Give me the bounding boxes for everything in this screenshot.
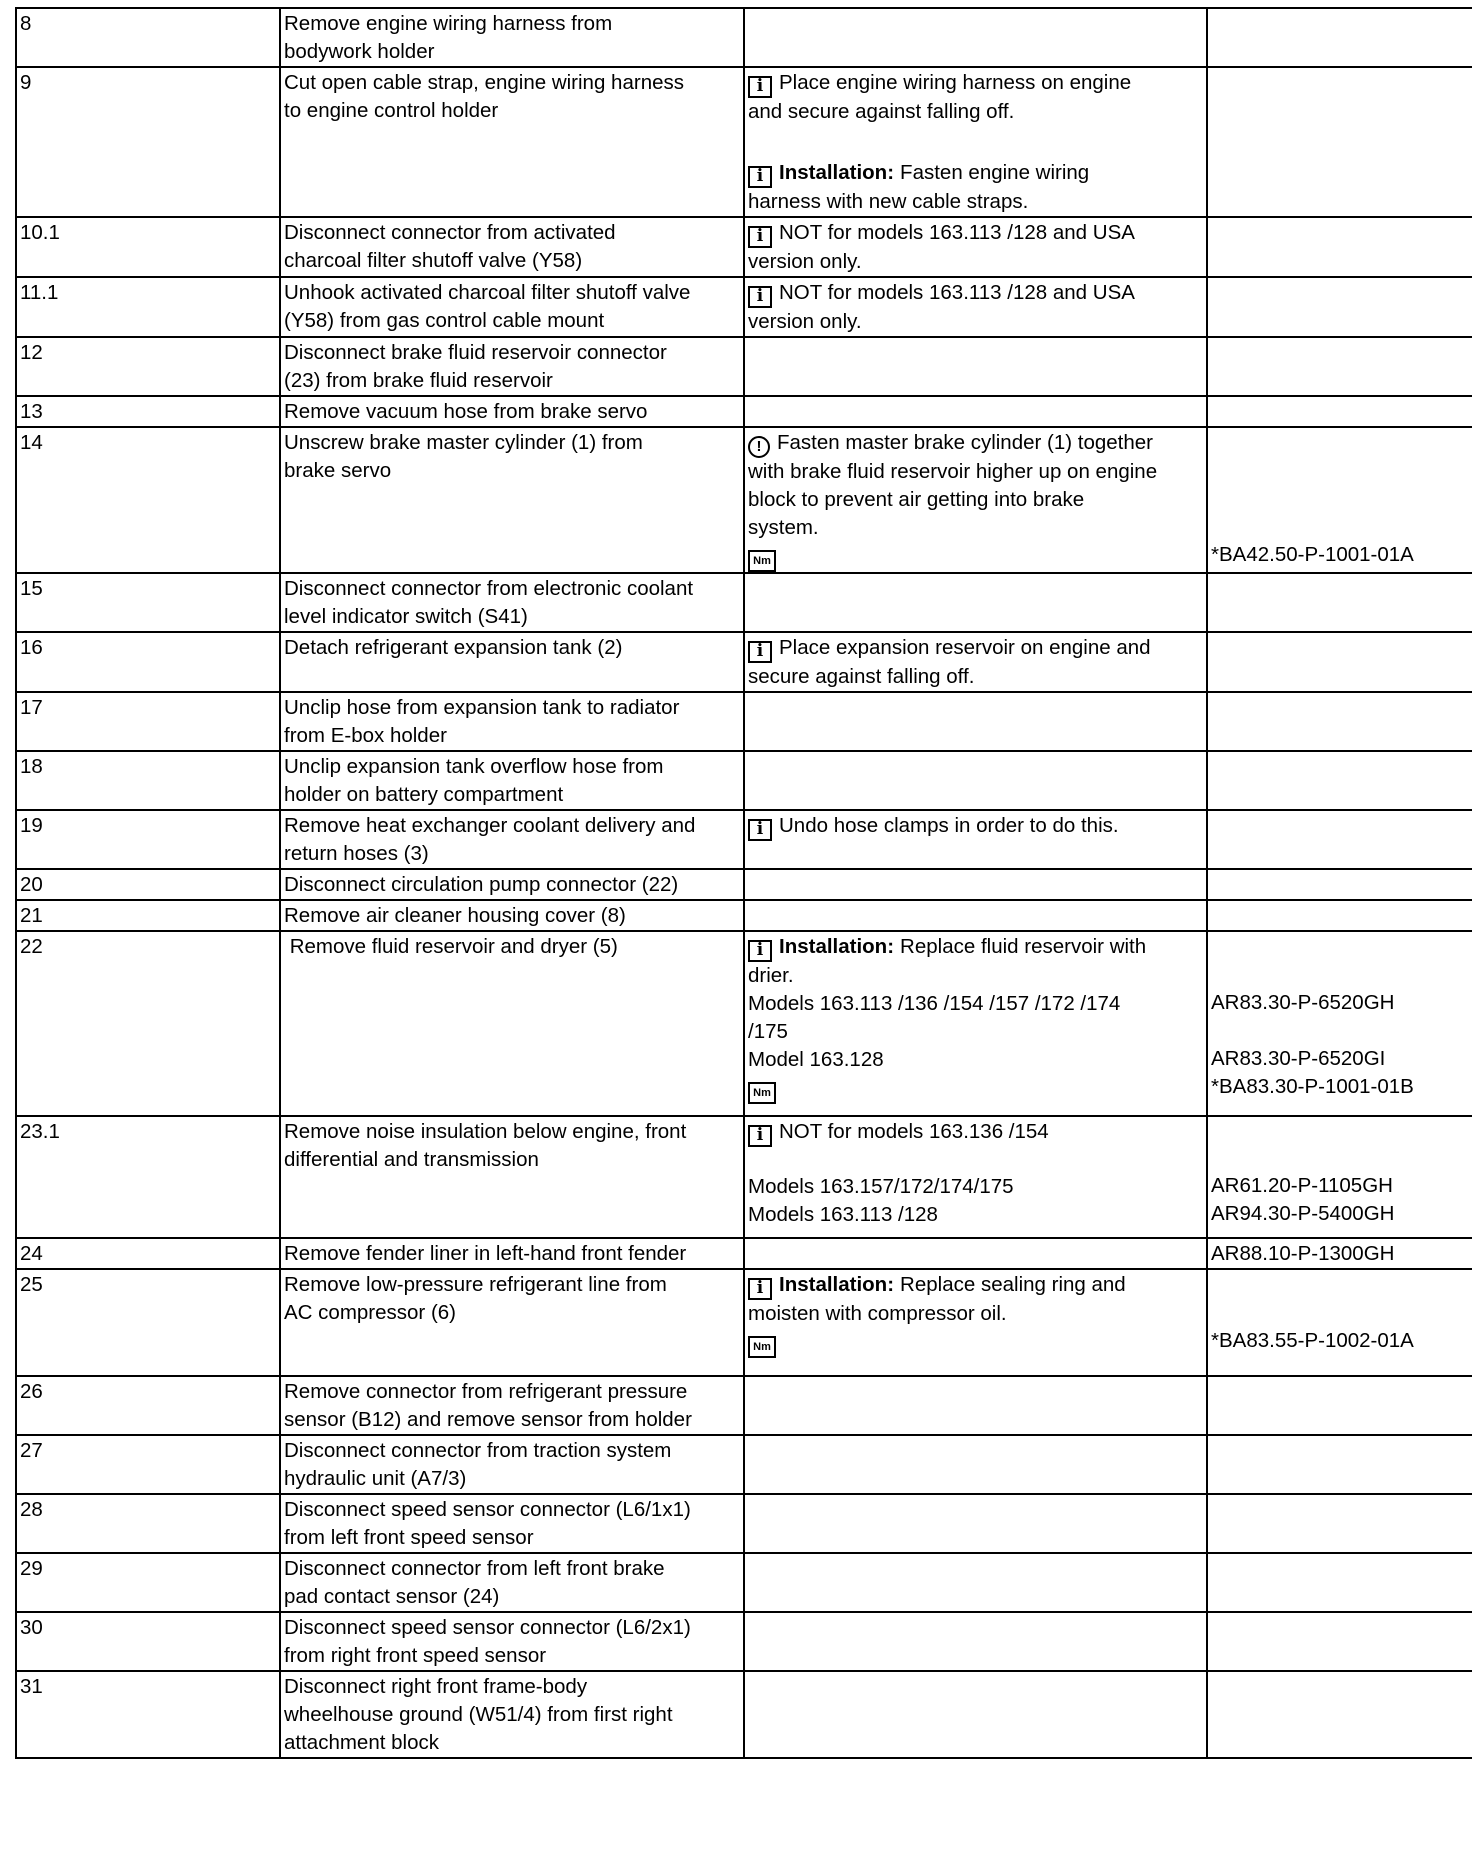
step-number: 20 [16,869,280,900]
step-note [744,396,1207,427]
step-number: 12 [16,337,280,396]
step-note: i NOT for models 163.113 /128 and USA version only. [744,277,1207,337]
step-action: Disconnect connector from activated charcoal filter shutoff valve (Y58) [280,217,744,277]
step-action: Disconnect connector from electronic coolant level indicator switch (S41) [280,573,744,632]
table-row [16,931,1472,1116]
step-reference [1207,67,1472,217]
step-note: ! Fasten master brake cylinder (1) together with brake fluid reservoir higher up on engine block to prevent air getting into brake system. Nm [744,427,1207,573]
table-row [16,692,1472,751]
table-row [16,1671,1472,1758]
step-reference [1207,1435,1472,1494]
step-number: 17 [16,692,280,751]
installation-label: Installation: [779,935,895,958]
info-icon: i [748,819,772,841]
step-note: i Place expansion reservoir on engine and secure against falling off. [744,632,1207,692]
step-reference [1207,1238,1472,1269]
step-reference [1207,931,1472,1116]
info-icon: i [748,166,772,188]
step-number: 9 [16,67,280,217]
step-action: Unscrew brake master cylinder (1) from brake servo [280,427,744,573]
step-number: 23.1 [16,1116,280,1238]
step-reference [1207,1269,1472,1376]
step-action: Unclip hose from expansion tank to radiator from E-box holder [280,692,744,751]
table-row [16,751,1472,810]
reference-link[interactable]: *BA83.30-P-1001-01B [1211,1075,1414,1098]
step-action: Remove connector from refrigerant pressure sensor (B12) and remove sensor from holder [280,1376,744,1435]
step-note [744,1612,1207,1671]
step-reference [1207,900,1472,931]
torque-nm-icon[interactable]: Nm [748,1082,776,1104]
warning-icon: ! [748,436,770,458]
table-row [16,217,1472,277]
step-number: 14 [16,427,280,573]
table-row [16,1376,1472,1435]
step-reference [1207,751,1472,810]
step-number: 24 [16,1238,280,1269]
reference-link[interactable]: *BA42.50-P-1001-01A [1211,543,1414,566]
reference-link[interactable]: AR83.30-P-6520GI [1211,1047,1386,1070]
step-action: Disconnect brake fluid reservoir connector (23) from brake fluid reservoir [280,337,744,396]
step-action: Disconnect speed sensor connector (L6/1x1) from left front speed sensor [280,1494,744,1553]
step-number: 15 [16,573,280,632]
table-row [16,1553,1472,1612]
step-number: 26 [16,1376,280,1435]
step-number: 31 [16,1671,280,1758]
info-icon: i [748,1125,772,1147]
step-reference [1207,1376,1472,1435]
step-reference [1207,1116,1472,1238]
step-note [744,1494,1207,1553]
info-icon: i [748,76,772,98]
step-number: 16 [16,632,280,692]
step-action: Disconnect circulation pump connector (22) [280,869,744,900]
step-action: Disconnect speed sensor connector (L6/2x1) from right front speed sensor [280,1612,744,1671]
step-action: Detach refrigerant expansion tank (2) [280,632,744,692]
step-action: Disconnect connector from left front brake pad contact sensor (24) [280,1553,744,1612]
table-row [16,1269,1472,1376]
step-note [744,692,1207,751]
table-row [16,1116,1472,1238]
table-row [16,277,1472,337]
step-action: Disconnect right front frame-body wheelhouse ground (W51/4) from first right attachment block [280,1671,744,1758]
step-reference [1207,810,1472,869]
step-note [744,1376,1207,1435]
step-reference [1207,573,1472,632]
step-reference [1207,1612,1472,1671]
step-note [744,337,1207,396]
step-reference [1207,869,1472,900]
table-row [16,1435,1472,1494]
step-number: 29 [16,1553,280,1612]
table-row [16,632,1472,692]
step-number: 21 [16,900,280,931]
info-icon: i [748,286,772,308]
step-note [744,573,1207,632]
step-action: Remove fluid reservoir and dryer (5) [280,931,744,1116]
step-action: Remove fender liner in left-hand front fender [280,1238,744,1269]
step-note [744,869,1207,900]
info-icon: i [748,1278,772,1300]
torque-nm-icon[interactable]: Nm [748,1336,776,1358]
step-number: 28 [16,1494,280,1553]
step-number: 18 [16,751,280,810]
step-reference [1207,427,1472,573]
step-action: Remove engine wiring harness from bodywork holder [280,8,744,67]
step-note [744,751,1207,810]
table-row [16,1612,1472,1671]
step-number: 8 [16,8,280,67]
table-row [16,337,1472,396]
step-note [744,1238,1207,1269]
step-note [744,1671,1207,1758]
step-action: Disconnect connector from traction system hydraulic unit (A7/3) [280,1435,744,1494]
table-row [16,67,1472,217]
step-action: Remove air cleaner housing cover (8) [280,900,744,931]
step-reference [1207,396,1472,427]
reference-link[interactable]: AR94.30-P-5400GH [1211,1202,1395,1225]
step-reference [1207,217,1472,277]
step-number: 19 [16,810,280,869]
step-reference [1207,1671,1472,1758]
step-action: Remove vacuum hose from brake servo [280,396,744,427]
step-number: 11.1 [16,277,280,337]
step-number: 25 [16,1269,280,1376]
step-note: i Undo hose clamps in order to do this. [744,810,1207,869]
step-note [744,1435,1207,1494]
info-icon: i [748,226,772,248]
step-note: i NOT for models 163.113 /128 and USA version only. [744,217,1207,277]
step-reference [1207,632,1472,692]
step-action: Remove heat exchanger coolant delivery and return hoses (3) [280,810,744,869]
reference-link[interactable]: AR61.20-P-1105GH [1211,1174,1393,1197]
table-row [16,427,1472,573]
reference-link[interactable]: AR83.30-P-6520GH [1211,991,1395,1014]
table-row [16,810,1472,869]
step-note: i Installation: Replace sealing ring and moisten with compressor oil. Nm [744,1269,1207,1376]
step-note: i NOT for models 163.136 /154 Models 163.157/172/174/175 Models 163.113 /128 [744,1116,1207,1238]
step-action: Remove noise insulation below engine, front differential and transmission [280,1116,744,1238]
step-reference [1207,8,1472,67]
table-row [16,900,1472,931]
step-note [744,8,1207,67]
step-reference [1207,337,1472,396]
step-note [744,1553,1207,1612]
procedure-table [15,7,1472,1759]
step-number: 10.1 [16,217,280,277]
step-action: Cut open cable strap, engine wiring harness to engine control holder [280,67,744,217]
installation-label: Installation: [779,161,895,184]
step-number: 30 [16,1612,280,1671]
step-number: 22 [16,931,280,1116]
table-row [16,1238,1472,1269]
reference-link[interactable]: AR88.10-P-1300GH [1211,1242,1395,1265]
step-action: Remove low-pressure refrigerant line from AC compressor (6) [280,1269,744,1376]
step-action: Unclip expansion tank overflow hose from holder on battery compartment [280,751,744,810]
torque-nm-icon[interactable]: Nm [748,550,776,572]
step-note: i Installation: Replace fluid reservoir with drier. Models 163.113 /136 /154 /157 /172 /174 /175 Model 163.128 Nm [744,931,1207,1116]
info-icon: i [748,940,772,962]
table-row [16,396,1472,427]
step-number: 13 [16,396,280,427]
step-action: Unhook activated charcoal filter shutoff valve (Y58) from gas control cable mount [280,277,744,337]
step-number: 27 [16,1435,280,1494]
reference-link[interactable]: *BA83.55-P-1002-01A [1211,1329,1414,1352]
step-reference [1207,1494,1472,1553]
table-row [16,869,1472,900]
step-note [744,900,1207,931]
step-reference [1207,1553,1472,1612]
step-reference [1207,277,1472,337]
table-row [16,573,1472,632]
table-row [16,1494,1472,1553]
info-icon: i [748,641,772,663]
step-note: i Place engine wiring harness on engine and secure against falling off. i Installation: Fasten engine wiring harness with new cable straps. [744,67,1207,217]
installation-label: Installation: [779,1273,895,1296]
step-reference [1207,692,1472,751]
table-row [16,8,1472,67]
